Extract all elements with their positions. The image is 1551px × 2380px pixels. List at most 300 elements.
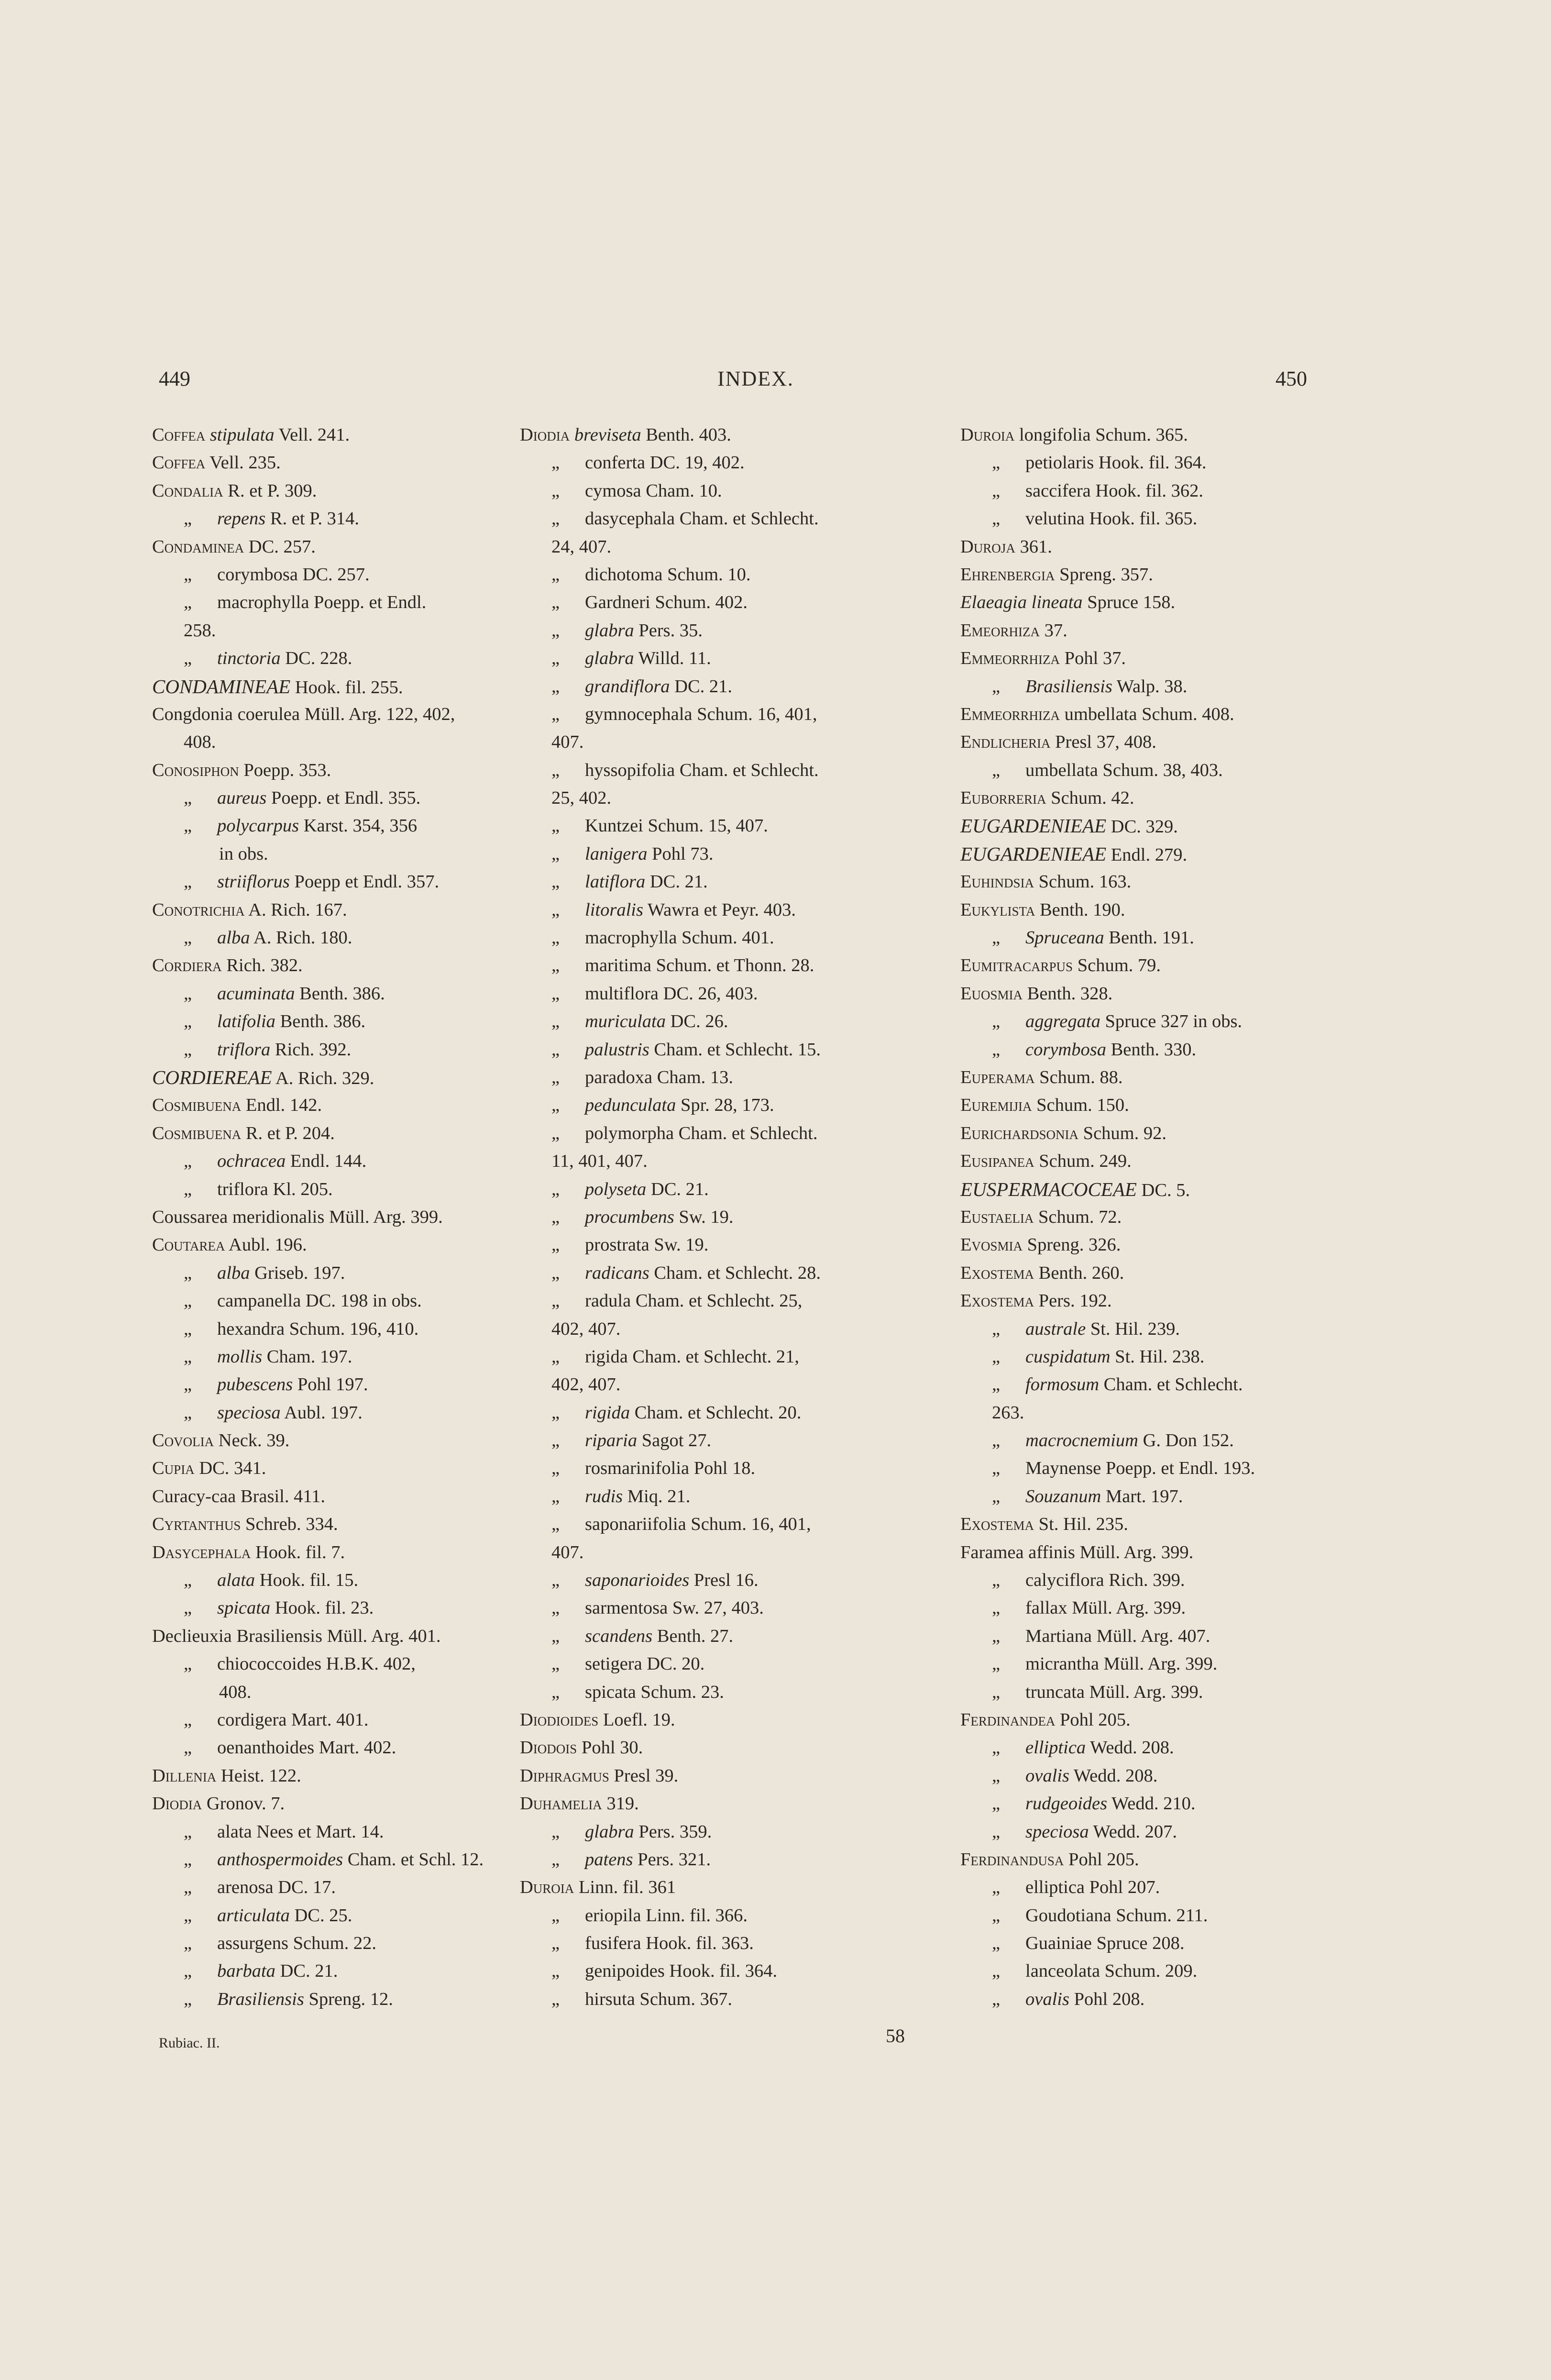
ditto-mark: „ [551, 1458, 560, 1479]
ditto-mark: „ [184, 928, 192, 948]
index-entry [152, 1985, 525, 2013]
entry-text: Pohl 197. [293, 1374, 368, 1395]
entry-text: polycarpus [217, 816, 299, 836]
index-entry [520, 840, 926, 868]
ditto-mark: „ [184, 509, 192, 529]
tribe-name: CONDAMINEAE [152, 675, 291, 697]
entry-text: alba [217, 1262, 250, 1283]
genus-name: Eumitracarpus [960, 955, 1073, 976]
index-entry [152, 1566, 525, 1594]
entry-text: Elaeagia lineata [960, 592, 1083, 613]
entry-text: Vell. 235. [205, 453, 281, 473]
ditto-mark: „ [184, 1262, 192, 1283]
index-entry [960, 1259, 1376, 1287]
index-entry [960, 1622, 1376, 1650]
entry-text: patens [585, 1849, 633, 1870]
entry-text: Griseb. 197. [250, 1262, 345, 1283]
entry-text: australe [1025, 1318, 1086, 1339]
index-entry [152, 1203, 525, 1231]
index-entry [960, 421, 1376, 449]
index-entry [520, 980, 926, 1007]
index-entry [960, 505, 1376, 532]
entry-text: Schum. 163. [1034, 872, 1132, 892]
entry-text: lanceolata Schum. 209. [1025, 1961, 1198, 1981]
genus-name: Emmeorrhiza [960, 704, 1060, 724]
entry-text: Kuntzei Schum. 15, 407. [585, 816, 768, 836]
genus-name: Eurichardsonia [960, 1123, 1079, 1143]
index-entry [960, 812, 1376, 840]
entry-text: DC. 341. [194, 1458, 266, 1479]
index-entry [960, 1510, 1376, 1538]
entry-text: Endl. 279. [1106, 844, 1188, 865]
entry-text: latiflora [585, 872, 646, 892]
entry-text: glabra [585, 1821, 634, 1842]
genus-name: Endlicheria [960, 732, 1051, 753]
entry-text: Benth. 190. [1035, 899, 1125, 920]
index-entry [152, 1734, 525, 1761]
index-entry [152, 588, 525, 616]
ditto-mark: „ [992, 1486, 1001, 1506]
entry-text: 361. [1015, 536, 1052, 557]
entry-text: speciosa [217, 1402, 281, 1423]
entry-text: Gronov. 7. [202, 1793, 285, 1814]
index-entry [152, 1147, 525, 1175]
entry-text: striiflorus [217, 872, 290, 892]
ditto-mark: „ [992, 480, 1001, 501]
entry-text: spicata [217, 1598, 271, 1618]
entry-text: genipoides Hook. fil. 364. [585, 1961, 778, 1981]
ditto-mark: „ [184, 1961, 192, 1981]
ditto-mark: „ [992, 1738, 1001, 1758]
index-entry [152, 1594, 525, 1622]
entry-text: Schum. 79. [1073, 955, 1161, 976]
entry-text: ochracea [217, 1151, 286, 1172]
index-entry [520, 1846, 926, 1873]
ditto-mark: „ [551, 955, 560, 976]
index-entry [960, 1371, 1376, 1398]
entry-text: Pers. 35. [634, 620, 703, 641]
entry-text: Cham. et Schl. 12. [343, 1849, 484, 1870]
genus-name: Coffea [152, 425, 206, 445]
entry-text: micrantha Müll. Arg. 399. [1025, 1654, 1218, 1674]
entry-text: palustris [585, 1039, 649, 1060]
ditto-mark: „ [551, 1207, 560, 1227]
entry-text: Rich. 392. [270, 1039, 352, 1060]
ditto-mark: „ [551, 1095, 560, 1116]
entry-text: Coussarea meridionalis Müll. Arg. 399. [152, 1207, 443, 1227]
genus-name: Eukylista [960, 899, 1035, 920]
index-entry [520, 756, 926, 784]
entry-text: procumbens [585, 1207, 674, 1227]
entry-text: aureus [217, 788, 267, 808]
entry-text: Schum. 88. [1034, 1067, 1123, 1087]
index-entry [152, 421, 525, 449]
genus-name: Eustaelia [960, 1207, 1034, 1227]
index-entry [960, 1063, 1376, 1091]
index-entry [960, 1315, 1376, 1343]
entry-text: cordigera Mart. 401. [217, 1709, 369, 1730]
index-entry [152, 1259, 525, 1287]
ditto-mark: „ [551, 1486, 560, 1506]
index-entry [960, 533, 1376, 561]
ditto-mark: „ [992, 1598, 1001, 1618]
entry-text: A. Rich. 329. [272, 1068, 374, 1088]
entry-text: Curacy-caa Brasil. 411. [152, 1486, 326, 1506]
ditto-mark: „ [992, 1961, 1001, 1981]
genus-name: Euperama [960, 1067, 1035, 1087]
index-entry [520, 1539, 926, 1566]
entry-text: DC. 257. [244, 536, 316, 557]
index-entry [520, 924, 926, 952]
entry-text: sarmentosa Sw. 27, 403. [585, 1598, 764, 1618]
index-entry [520, 1454, 926, 1482]
entry-text: Vell. 241. [274, 425, 350, 445]
index-entry [960, 617, 1376, 644]
index-entry [152, 1371, 525, 1398]
entry-text: macrophylla Schum. 401. [585, 928, 774, 948]
entry-text: breviseta [570, 425, 641, 445]
index-entry [960, 924, 1376, 952]
index-entry [960, 784, 1376, 812]
entry-text: 25, 402. [551, 788, 612, 808]
index-entry [960, 1203, 1376, 1231]
entry-text: Congdonia coerulea Müll. Arg. 122, 402, [152, 704, 455, 724]
entry-text: 37. [1040, 620, 1067, 641]
entry-text: saccifera Hook. fil. 362. [1025, 480, 1204, 501]
entry-text: formosum [1025, 1374, 1100, 1395]
entry-text: R. et P. 204. [241, 1123, 335, 1143]
entry-text: setigera DC. 20. [585, 1654, 705, 1674]
index-entry [520, 1818, 926, 1846]
index-entry [960, 952, 1376, 979]
entry-text: longifolia Schum. 365. [1014, 425, 1188, 445]
entry-text: 24, 407. [551, 536, 612, 557]
index-entry [520, 1007, 926, 1035]
genus-name: Ferdinandea [960, 1709, 1056, 1730]
index-entry [152, 617, 525, 644]
entry-text: Pohl 208. [1069, 1989, 1145, 2009]
entry-text: Benth. 330. [1106, 1039, 1197, 1060]
entry-text: Mart. 197. [1101, 1486, 1183, 1506]
ditto-mark: „ [551, 480, 560, 501]
ditto-mark: „ [992, 1430, 1001, 1451]
ditto-mark: „ [551, 453, 560, 473]
ditto-mark: „ [992, 1626, 1001, 1646]
entry-text: saponarioides [585, 1570, 690, 1591]
entry-text: alata [217, 1570, 255, 1591]
index-entry [152, 784, 525, 812]
genus-name: Condalia [152, 480, 223, 501]
index-entry [960, 756, 1376, 784]
genus-name: Eusipanea [960, 1151, 1034, 1172]
index-entry [152, 952, 525, 979]
entry-text: dasycephala Cham. et Schlecht. [585, 509, 819, 529]
entry-text: chiococcoides H.B.K. 402, [217, 1654, 416, 1674]
ditto-mark: „ [184, 788, 192, 808]
entry-text: in obs. [219, 843, 268, 864]
index-entry [152, 812, 525, 840]
index-entry [152, 561, 525, 588]
index-entry [520, 1483, 926, 1510]
ditto-mark: „ [992, 509, 1001, 529]
ditto-mark: „ [184, 1570, 192, 1591]
index-entry [152, 1231, 525, 1259]
ditto-mark: „ [184, 1039, 192, 1060]
entry-text: rigida Cham. et Schlecht. 21, [585, 1346, 799, 1367]
entry-text: Gardneri Schum. 402. [585, 592, 748, 613]
entry-text: spicata Schum. 23. [585, 1682, 724, 1702]
entry-text: Heist. 122. [216, 1765, 301, 1786]
genus-name: Condaminea [152, 536, 244, 557]
entry-text: G. Don 152. [1138, 1430, 1234, 1451]
entry-text: riparia [585, 1430, 638, 1451]
entry-text: DC. 21. [645, 872, 708, 892]
entry-text: 319. [602, 1793, 639, 1814]
entry-text: Pers. 192. [1034, 1291, 1112, 1311]
entry-text: 408. [219, 1682, 252, 1702]
ditto-mark: „ [551, 1933, 560, 1954]
index-entry [960, 449, 1376, 476]
index-entry [960, 561, 1376, 588]
entry-text: 407. [551, 1542, 584, 1562]
index-entry [520, 1315, 926, 1343]
index-entry [520, 728, 926, 756]
genus-name: Emeorhiza [960, 620, 1040, 641]
ditto-mark: „ [551, 1430, 560, 1451]
index-entry [152, 477, 525, 505]
index-entry [520, 1902, 926, 1929]
ditto-mark: „ [992, 1318, 1001, 1339]
entry-text: rigida [585, 1402, 630, 1423]
entry-text: Pohl 73. [647, 843, 714, 864]
entry-text: Benth. 27. [652, 1626, 734, 1646]
index-entry [152, 449, 525, 476]
entry-text: Benth. 386. [275, 1011, 366, 1032]
index-entry [520, 421, 926, 449]
entry-text: corymbosa [1025, 1039, 1106, 1060]
entry-text: fusifera Hook. fil. 363. [585, 1933, 754, 1954]
entry-text: radula Cham. et Schlecht. 25, [585, 1291, 803, 1311]
ditto-mark: „ [992, 1039, 1001, 1060]
index-column-2 [520, 421, 926, 2013]
genus-name: Duhamelia [520, 1793, 602, 1814]
entry-text: conferta DC. 19, 402. [585, 453, 745, 473]
ditto-mark: „ [551, 1682, 560, 1702]
index-entry [520, 1427, 926, 1454]
index-entry [520, 1957, 926, 1985]
genus-name: Duroia [960, 425, 1015, 445]
entry-text: Goudotiana Schum. 211. [1025, 1905, 1208, 1926]
entry-text: macrophylla Poepp. et Endl. [217, 592, 427, 613]
entry-text: 402, 407. [551, 1374, 621, 1395]
entry-text: Willd. 11. [634, 648, 711, 669]
index-entry [520, 812, 926, 840]
index-entry [152, 700, 525, 728]
ditto-mark: „ [184, 1318, 192, 1339]
entry-text: Endl. 142. [241, 1095, 322, 1116]
index-entry [152, 1539, 525, 1566]
ditto-mark: „ [184, 1402, 192, 1423]
index-entry [520, 533, 926, 561]
entry-text: mollis [217, 1346, 263, 1367]
entry-text: polymorpha Cham. et Schlecht. [585, 1123, 818, 1143]
index-entry [960, 868, 1376, 896]
index-entry [960, 1678, 1376, 1706]
index-entry [960, 1929, 1376, 1957]
index-entry [960, 1957, 1376, 1985]
index-entry [960, 1399, 1376, 1427]
entry-text: prostrata Sw. 19. [585, 1235, 709, 1255]
ditto-mark: „ [992, 760, 1001, 780]
genus-name: Cyrtanthus [152, 1514, 241, 1535]
index-entry [520, 1036, 926, 1063]
index-entry [152, 896, 525, 924]
ditto-mark: „ [551, 1961, 560, 1981]
entry-text: DC. 228. [280, 648, 352, 669]
index-entry [960, 1343, 1376, 1371]
entry-text: triflora [217, 1039, 271, 1060]
entry-text: alata Nees et Mart. 14. [217, 1821, 384, 1842]
genus-name: Coutarea [152, 1235, 225, 1255]
entry-text: Schum. 150. [1032, 1095, 1129, 1116]
ditto-mark: „ [992, 1905, 1001, 1926]
genus-name: Euhindsia [960, 872, 1034, 892]
tribe-name: CORDIEREAE [152, 1066, 272, 1088]
index-entry [960, 1287, 1376, 1315]
ditto-mark: „ [551, 1905, 560, 1926]
ditto-mark: „ [551, 676, 560, 697]
genus-name: Evosmia [960, 1235, 1023, 1255]
entry-text: radicans [585, 1262, 649, 1283]
index-entry [960, 1231, 1376, 1259]
genus-name: Duroja [960, 536, 1015, 557]
index-entry [152, 505, 525, 532]
genus-name: Cosmibuena [152, 1095, 242, 1116]
index-entry [960, 1454, 1376, 1482]
entry-text: DC. 329. [1106, 817, 1178, 837]
entry-text: anthospermoides [217, 1849, 343, 1870]
entry-text: Spreng. 12. [304, 1989, 393, 2009]
index-entry [152, 1762, 525, 1790]
ditto-mark: „ [551, 1514, 560, 1535]
index-entry [152, 644, 525, 672]
index-entry [960, 1762, 1376, 1790]
entry-text: maritima Schum. et Thonn. 28. [585, 955, 814, 976]
entry-text: Wedd. 207. [1089, 1821, 1177, 1842]
index-entry [520, 477, 926, 505]
genus-name: Exostema [960, 1291, 1034, 1311]
index-entry [520, 1650, 926, 1678]
tribe-name: EUSPERMACOCEAE [960, 1178, 1137, 1200]
genus-name: Euosmia [960, 983, 1023, 1004]
entry-text: Poepp. 353. [239, 760, 331, 780]
ditto-mark: „ [184, 816, 192, 836]
index-entry [152, 1343, 525, 1371]
index-entry [960, 1427, 1376, 1454]
index-entry [960, 588, 1376, 616]
entry-text: corymbosa DC. 257. [217, 564, 370, 585]
index-entry [960, 1846, 1376, 1873]
index-entry [152, 1510, 525, 1538]
entry-text: ovalis [1025, 1989, 1069, 2009]
entry-text: pubescens [217, 1374, 293, 1395]
ditto-mark: „ [992, 1654, 1001, 1674]
index-entry [960, 980, 1376, 1007]
ditto-mark: „ [551, 592, 560, 613]
ditto-mark: „ [551, 1039, 560, 1060]
entry-text: DC. 21. [275, 1961, 338, 1981]
index-entry [520, 868, 926, 896]
entry-text: DC. 26. [665, 1011, 728, 1032]
index-entry [152, 1119, 525, 1147]
ditto-mark: „ [551, 1570, 560, 1591]
index-entry [152, 1929, 525, 1957]
entry-text: gymnocephala Schum. 16, 401, [585, 704, 817, 724]
entry-text: Schum. 72. [1034, 1207, 1122, 1227]
index-entry [520, 1873, 926, 1901]
entry-text: petiolaris Hook. fil. 364. [1025, 453, 1207, 473]
entry-text: calyciflora Rich. 399. [1025, 1570, 1185, 1591]
index-entry [960, 1147, 1376, 1175]
index-entry [960, 1985, 1376, 2013]
ditto-mark: „ [992, 453, 1001, 473]
entry-text: oenanthoides Mart. 402. [217, 1738, 396, 1758]
index-entry [520, 673, 926, 700]
ditto-mark: „ [551, 1346, 560, 1367]
ditto-mark: „ [184, 1905, 192, 1926]
index-entry [520, 1985, 926, 2013]
ditto-mark: „ [184, 1654, 192, 1674]
entry-text: Cham. et Schlecht. [1099, 1374, 1243, 1395]
ditto-mark: „ [551, 843, 560, 864]
genus-name: Cosmibuena [152, 1123, 242, 1143]
ditto-mark: „ [992, 1458, 1001, 1479]
index-entry [960, 1483, 1376, 1510]
entry-text: Spruceana [1025, 928, 1104, 948]
ditto-mark: „ [551, 1067, 560, 1087]
entry-text: Faramea affinis Müll. Arg. 399. [960, 1542, 1194, 1562]
entry-text: barbata [217, 1961, 275, 1981]
ditto-mark: „ [992, 1793, 1001, 1814]
entry-text: Spr. 28, 173. [676, 1095, 774, 1116]
entry-text: Spreng. 357. [1055, 564, 1153, 585]
ditto-mark: „ [992, 1570, 1001, 1591]
index-entry [520, 1063, 926, 1091]
genus-name: Diodia [152, 1793, 202, 1814]
entry-text: articulata [217, 1905, 290, 1926]
entry-text: polyseta [585, 1179, 647, 1199]
ditto-mark: „ [992, 1821, 1001, 1842]
index-entry [520, 952, 926, 979]
entry-text: arenosa DC. 17. [217, 1877, 336, 1898]
entry-text: 11, 401, 407. [551, 1151, 648, 1172]
entry-text: elliptica [1025, 1738, 1086, 1758]
entry-text: cymosa Cham. 10. [585, 480, 722, 501]
ditto-mark: „ [551, 899, 560, 920]
ditto-mark: „ [551, 983, 560, 1004]
entry-text: assurgens Schum. 22. [217, 1933, 376, 1954]
index-entry [520, 449, 926, 476]
index-entry [960, 1175, 1376, 1203]
ditto-mark: „ [551, 816, 560, 836]
ditto-mark: „ [551, 704, 560, 724]
index-entry [152, 924, 525, 952]
index-entry [960, 840, 1376, 868]
ditto-mark: „ [551, 872, 560, 892]
index-entry [960, 1091, 1376, 1119]
index-entry [960, 1902, 1376, 1929]
entry-text: Pohl 37. [1060, 648, 1126, 669]
